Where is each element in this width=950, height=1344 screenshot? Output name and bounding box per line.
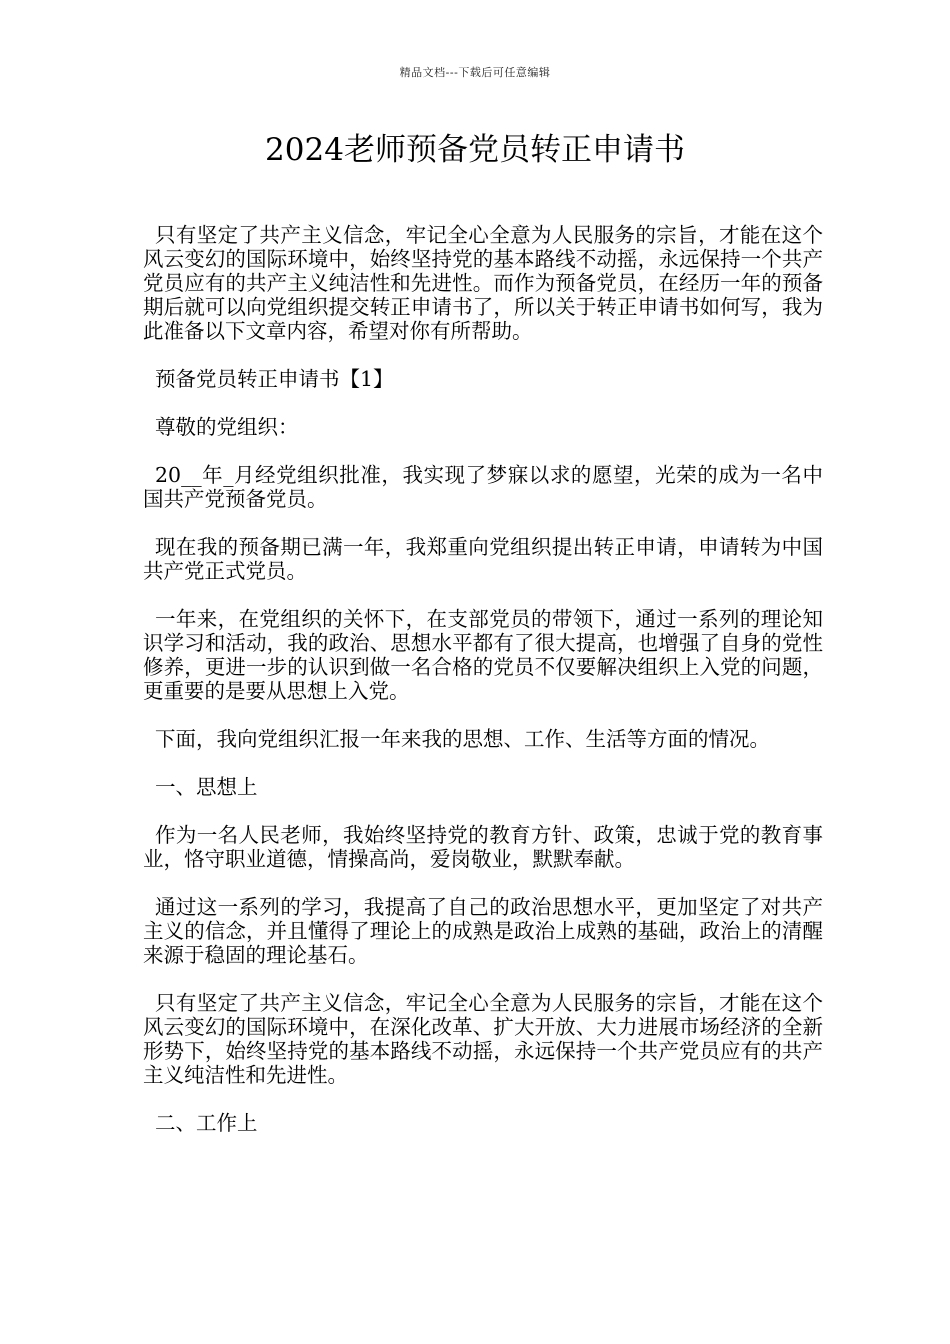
paragraph-belief: 只有坚定了共产主义信念，牢记全心全意为人民服务的宗旨，才能在这个风云变幻的国际环境中，在深化改革、扩大开放、大力进展市场经济的全新形势下，始终坚持党的基本路线不动摇，永远保持一个共产党员应有的共产主义纯洁性和先进性。 — [143, 991, 823, 1087]
paragraph-intro: 只有坚定了共产主义信念，牢记全心全意为人民服务的宗旨，才能在这个风云变幻的国际环境中，始终坚持党的基本路线不动摇，永远保持一个共产党员应有的共产主义纯洁性和先进性。而作为预备党员，在经历一年的预备期后就可以向党组织提交转正申请书了，所以关于转正申请书如何写，我为此准备以下文章内容，希望对你有所帮助。 — [143, 223, 823, 343]
paragraph-year-review: 一年来，在党组织的关怀下，在支部党员的带领下，通过一系列的理论知识学习和活动，我的政治、思想水平都有了很大提高，也增强了自身的党性修养，更进一步的认识到做一名合格的党员不仅要解决组织上入党的问题，更重要的是要从思想上入党。 — [143, 607, 823, 703]
paragraph-request: 现在我的预备期已满一年，我郑重向党组织提出转正申请，申请转为中国共产党正式党员。 — [143, 535, 823, 583]
section-heading-thought: 一、思想上 — [155, 775, 258, 799]
paragraph-report-intro: 下面，我向党组织汇报一年来我的思想、工作、生活等方面的情况。 — [155, 727, 770, 751]
paragraph-teacher: 作为一名人民老师，我始终坚持党的教育方针、政策，忠诚于党的教育事业，恪守职业道德，情操高尚，爱岗敬业，默默奉献。 — [143, 823, 823, 871]
document-body — [143, 223, 823, 1159]
section-heading-application-1: 预备党员转正申请书【1】 — [155, 367, 394, 391]
header-note: 精品文档---下载后可任意编辑 — [399, 66, 551, 79]
paragraph-study: 通过这一系列的学习，我提高了自己的政治思想水平，更加坚定了对共产主义的信念，并且懂得了理论上的成熟是政治上成熟的基础，政治上的清醒来源于稳固的理论基石。 — [143, 895, 823, 967]
paragraph-approval: 20__年_月经党组织批准，我实现了梦寐以求的愿望，光荣的成为一名中国共产党预备党员。 — [143, 463, 823, 511]
document-title: 2024老师预备党员转正申请书 — [265, 132, 685, 168]
section-heading-work: 二、工作上 — [155, 1111, 258, 1135]
salutation: 尊敬的党组织： — [155, 415, 299, 439]
